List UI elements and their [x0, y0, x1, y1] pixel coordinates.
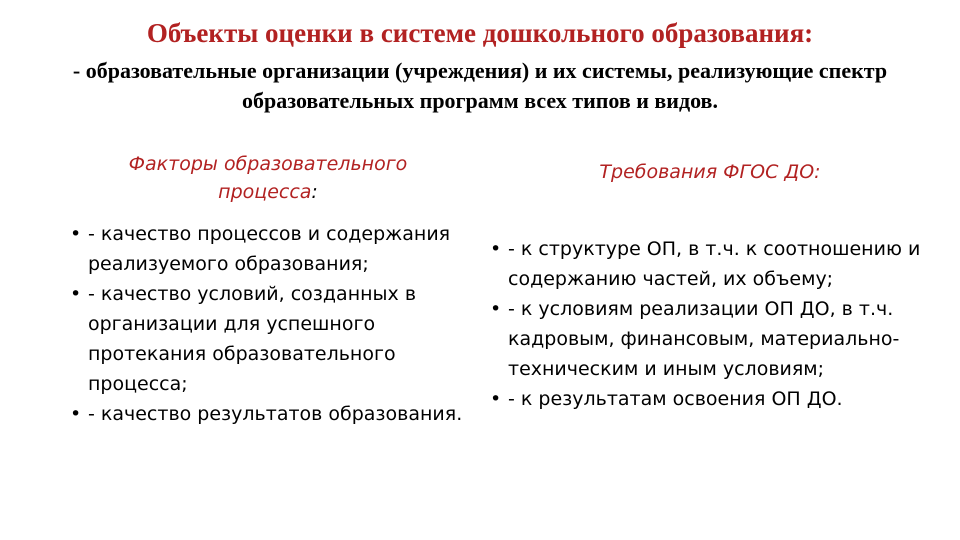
left-column-heading [78, 150, 458, 206]
list-item: • - к структуре ОП, в т.ч. к соотношению и содержанию частей, их объему; [490, 234, 935, 294]
list-item: • - качество результатов образования. [70, 399, 470, 429]
left-column-heading-colon: : [311, 181, 318, 203]
list-item: • - качество условий, созданных в организации для успешного протекания образовательного процесса; [70, 279, 470, 399]
slide-subtitle: - образовательные организации (учреждения) и их системы, реализующие спектр образовательных программ всех типов и видов. [72, 58, 888, 113]
left-column-heading-text: Факторы образовательного процесса [128, 153, 408, 203]
list-item: • - к результатам освоения ОП ДО. [490, 384, 935, 414]
right-column-heading: Требования ФГОС ДО: [599, 161, 821, 183]
right-bullet-list [490, 234, 935, 414]
left-bullet-list [70, 219, 470, 429]
slide-title: Объекты оценки в системе дошкольного образования: [146, 18, 814, 48]
list-item: • - качество процессов и содержания реализуемого образования; [70, 219, 470, 279]
list-item: • - к условиям реализации ОП ДО, в т.ч. кадровым, финансовым, материально-техническим и иным условиям; [490, 294, 935, 384]
